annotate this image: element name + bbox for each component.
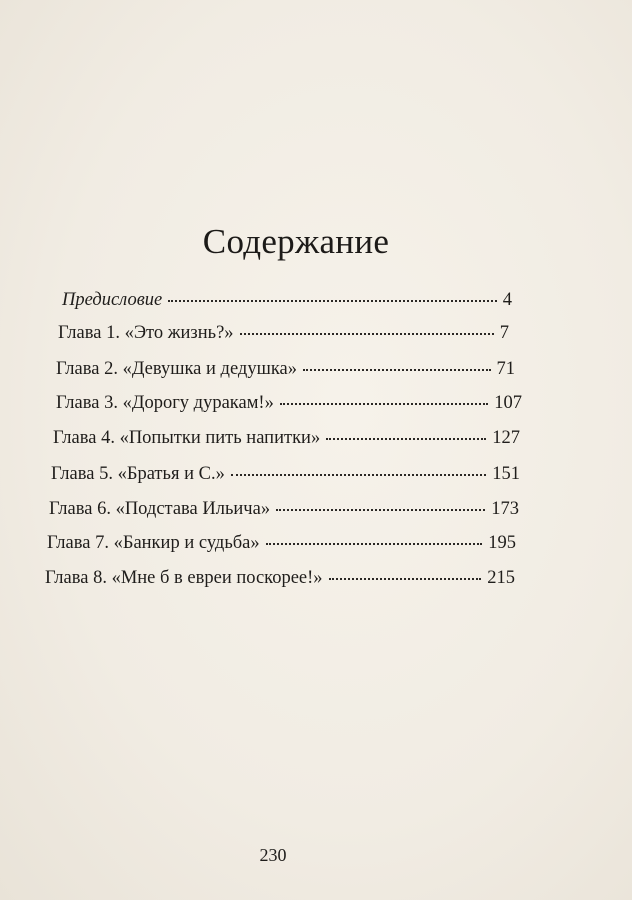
- toc-dot-leader: [240, 333, 494, 335]
- toc-dot-leader: [280, 403, 488, 405]
- toc-entry-label: Глава 5. «Братья и С.»: [51, 464, 225, 484]
- toc-entry-page: 151: [492, 464, 520, 484]
- page-title: Содержание: [202, 222, 390, 261]
- toc-entry-chapter-7: [47, 533, 516, 557]
- toc-entry-label: Глава 1. «Это жизнь?»: [58, 323, 234, 343]
- toc-dot-leader: [326, 438, 486, 440]
- toc-dot-leader: [266, 543, 483, 545]
- toc-dot-leader: [168, 300, 497, 302]
- toc-entry-page: 173: [491, 499, 519, 519]
- toc-entry-label: Глава 8. «Мне б в евреи поскорее!»: [45, 568, 323, 588]
- toc-entry-page: 107: [494, 393, 522, 413]
- toc-entry-page: 71: [496, 359, 515, 379]
- toc-entry-chapter-2: [56, 359, 515, 383]
- toc-dot-leader: [303, 369, 490, 371]
- toc-entry-label: Глава 7. «Банкир и судьба»: [47, 533, 260, 553]
- toc-entry-label: Глава 4. «Попытки пить напитки»: [53, 428, 321, 448]
- toc-entry-label: Глава 2. «Девушка и дедушка»: [56, 359, 298, 379]
- toc-entry-chapter-6: [49, 499, 519, 523]
- toc-entry-label: Предисловие: [62, 290, 163, 310]
- toc-dot-leader: [329, 578, 482, 580]
- toc-entry-chapter-3: [56, 393, 522, 417]
- toc-entry-chapter-4: [53, 428, 520, 452]
- toc-entry-page: 127: [492, 428, 520, 448]
- toc-entry-page: 7: [499, 323, 509, 343]
- toc-entry-label: Глава 3. «Дорогу дуракам!»: [56, 393, 274, 413]
- toc-entry-label: Глава 6. «Подстава Ильича»: [49, 499, 271, 519]
- page-number: 230: [259, 845, 287, 865]
- toc-dot-leader: [276, 509, 485, 511]
- toc-entry-chapter-8: [45, 568, 515, 592]
- toc-entry-page: 4: [502, 290, 512, 310]
- toc-entry-preface: [62, 290, 512, 314]
- toc-entry-chapter-5: [51, 464, 520, 488]
- toc-entry-page: 215: [487, 568, 515, 588]
- toc-dot-leader: [231, 474, 486, 476]
- toc-entry-page: 195: [488, 533, 516, 553]
- toc-entry-chapter-1: [58, 323, 509, 347]
